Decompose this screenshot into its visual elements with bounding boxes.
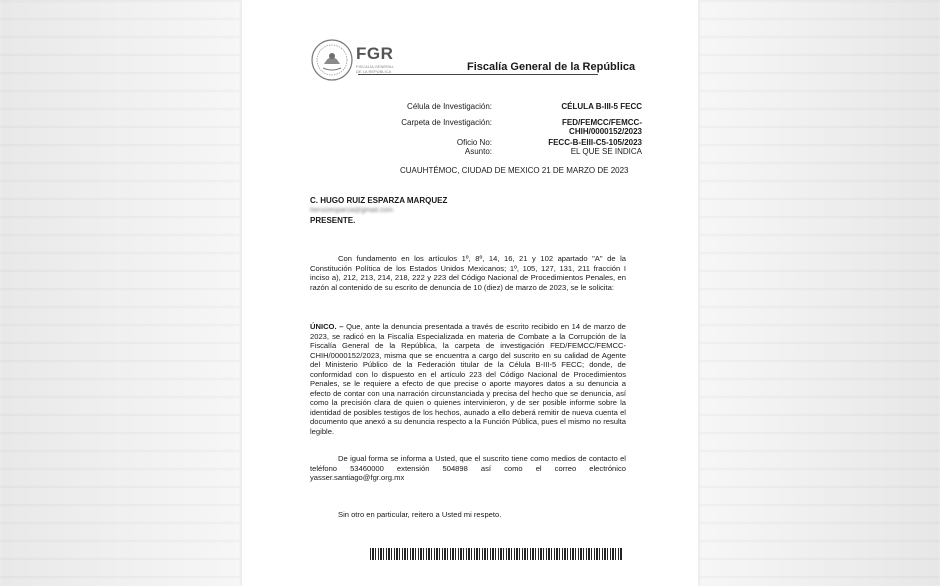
document-page <box>242 0 698 586</box>
blurred-background-left <box>0 0 240 586</box>
oficio-label: Oficio No: <box>456 138 492 147</box>
paragraph-contacto-text: De igual forma se informa a Usted, que el suscrito tiene como medios de contacto el teléfono 53460000 extensión 504898 así como el correo electrónico yasser.santiago@fgr.org.mx <box>310 454 626 482</box>
recipient-email: heruizesparza@gmail.com <box>310 207 393 214</box>
header-divider <box>358 74 598 75</box>
recipient-name: C. HUGO RUIZ ESPARZA MARQUEZ <box>310 196 448 205</box>
celula-value: CÉLULA B-III-5 FECC <box>561 102 642 111</box>
logo-subtext: FISCALÍA GENERAL DE LA REPÚBLICA <box>356 64 394 74</box>
oficio-value: FECC-B-EIII-C5-105/2023 <box>548 138 642 147</box>
paragraph-contacto <box>310 454 626 483</box>
carpeta-label: Carpeta de Investigación: <box>401 118 492 127</box>
celula-label: Célula de Investigación: <box>407 102 492 111</box>
salutation: PRESENTE. <box>310 216 356 225</box>
logo-text: FGR <box>356 44 394 63</box>
paragraph-fundamento-text: Con fundamento en los artículos 1º, 8º, 14, 16, 21 y 102 apartado "A" de la Constitución Política de los Estados Unidos Mexicanos; 1º, 105, 127, 131, 211 fracción I inciso a), 212, 213, 214, 218, 222 y 223 del Código Nacional de Procedimientos Penales, en razón al contenido de su escrito de denuncia de 10 (diez) de marzo de 2023, se le solicita: <box>310 254 626 292</box>
carpeta-value-line2: CHIH/0000152/2023 <box>569 127 642 136</box>
document-date: CUAUHTÉMOC, CIUDAD DE MEXICO 21 DE MARZO DE 2023 <box>400 166 629 175</box>
carpeta-value-line1: FED/FEMCC/FEMCC- <box>562 118 642 127</box>
unico-label: ÚNICO. – <box>310 322 344 331</box>
asunto-label: Asunto: <box>464 147 492 156</box>
paragraph-unico-text: Que, ante la denuncia presentada a través de escrito recibido en 14 de marzo de 2023, se radicó en la Fiscalía Especializada en materia de Combate a la Corrupción de la Fiscalía General de la República, la carpeta de investigación FED/FEMCC/FEMCC-CHIH/0000152/2023, misma que se encuentra a cargo del suscrito en su calidad de Agente del Ministerio Público de la Federación titular de la Célula B-III-5 FECC; donde, de conformidad con lo dispuesto en el artículo 223 del Código Nacional de Procedimientos Penales, se le requiere a efecto de que precise o aporte mayores datos a su denuncia a efecto de contar con una narración circunstanciada y precisa del hecho que se denuncia, así como la precisión clara de quien o quienes intervinieron, y de ser posible informe sobre la identidad de posibles testigos de los hechos, aunado a ello deberá remitir de nueva cuenta el documento que anexó a su denuncia respecto a la Función Pública, pues el mismo no resulta legible. <box>310 322 626 436</box>
blurred-background-right <box>700 0 940 586</box>
paragraph-closing-text: Sin otro en particular, reitero a Usted mi respeto. <box>338 510 502 519</box>
paragraph-unico <box>310 322 626 436</box>
paragraph-closing <box>310 510 626 520</box>
mexico-seal-icon <box>310 38 354 82</box>
asunto-value: EL QUE SE INDICA <box>570 147 642 156</box>
barcode <box>370 548 622 560</box>
paragraph-fundamento <box>310 254 626 292</box>
page-title: Fiscalía General de la República <box>467 61 636 73</box>
